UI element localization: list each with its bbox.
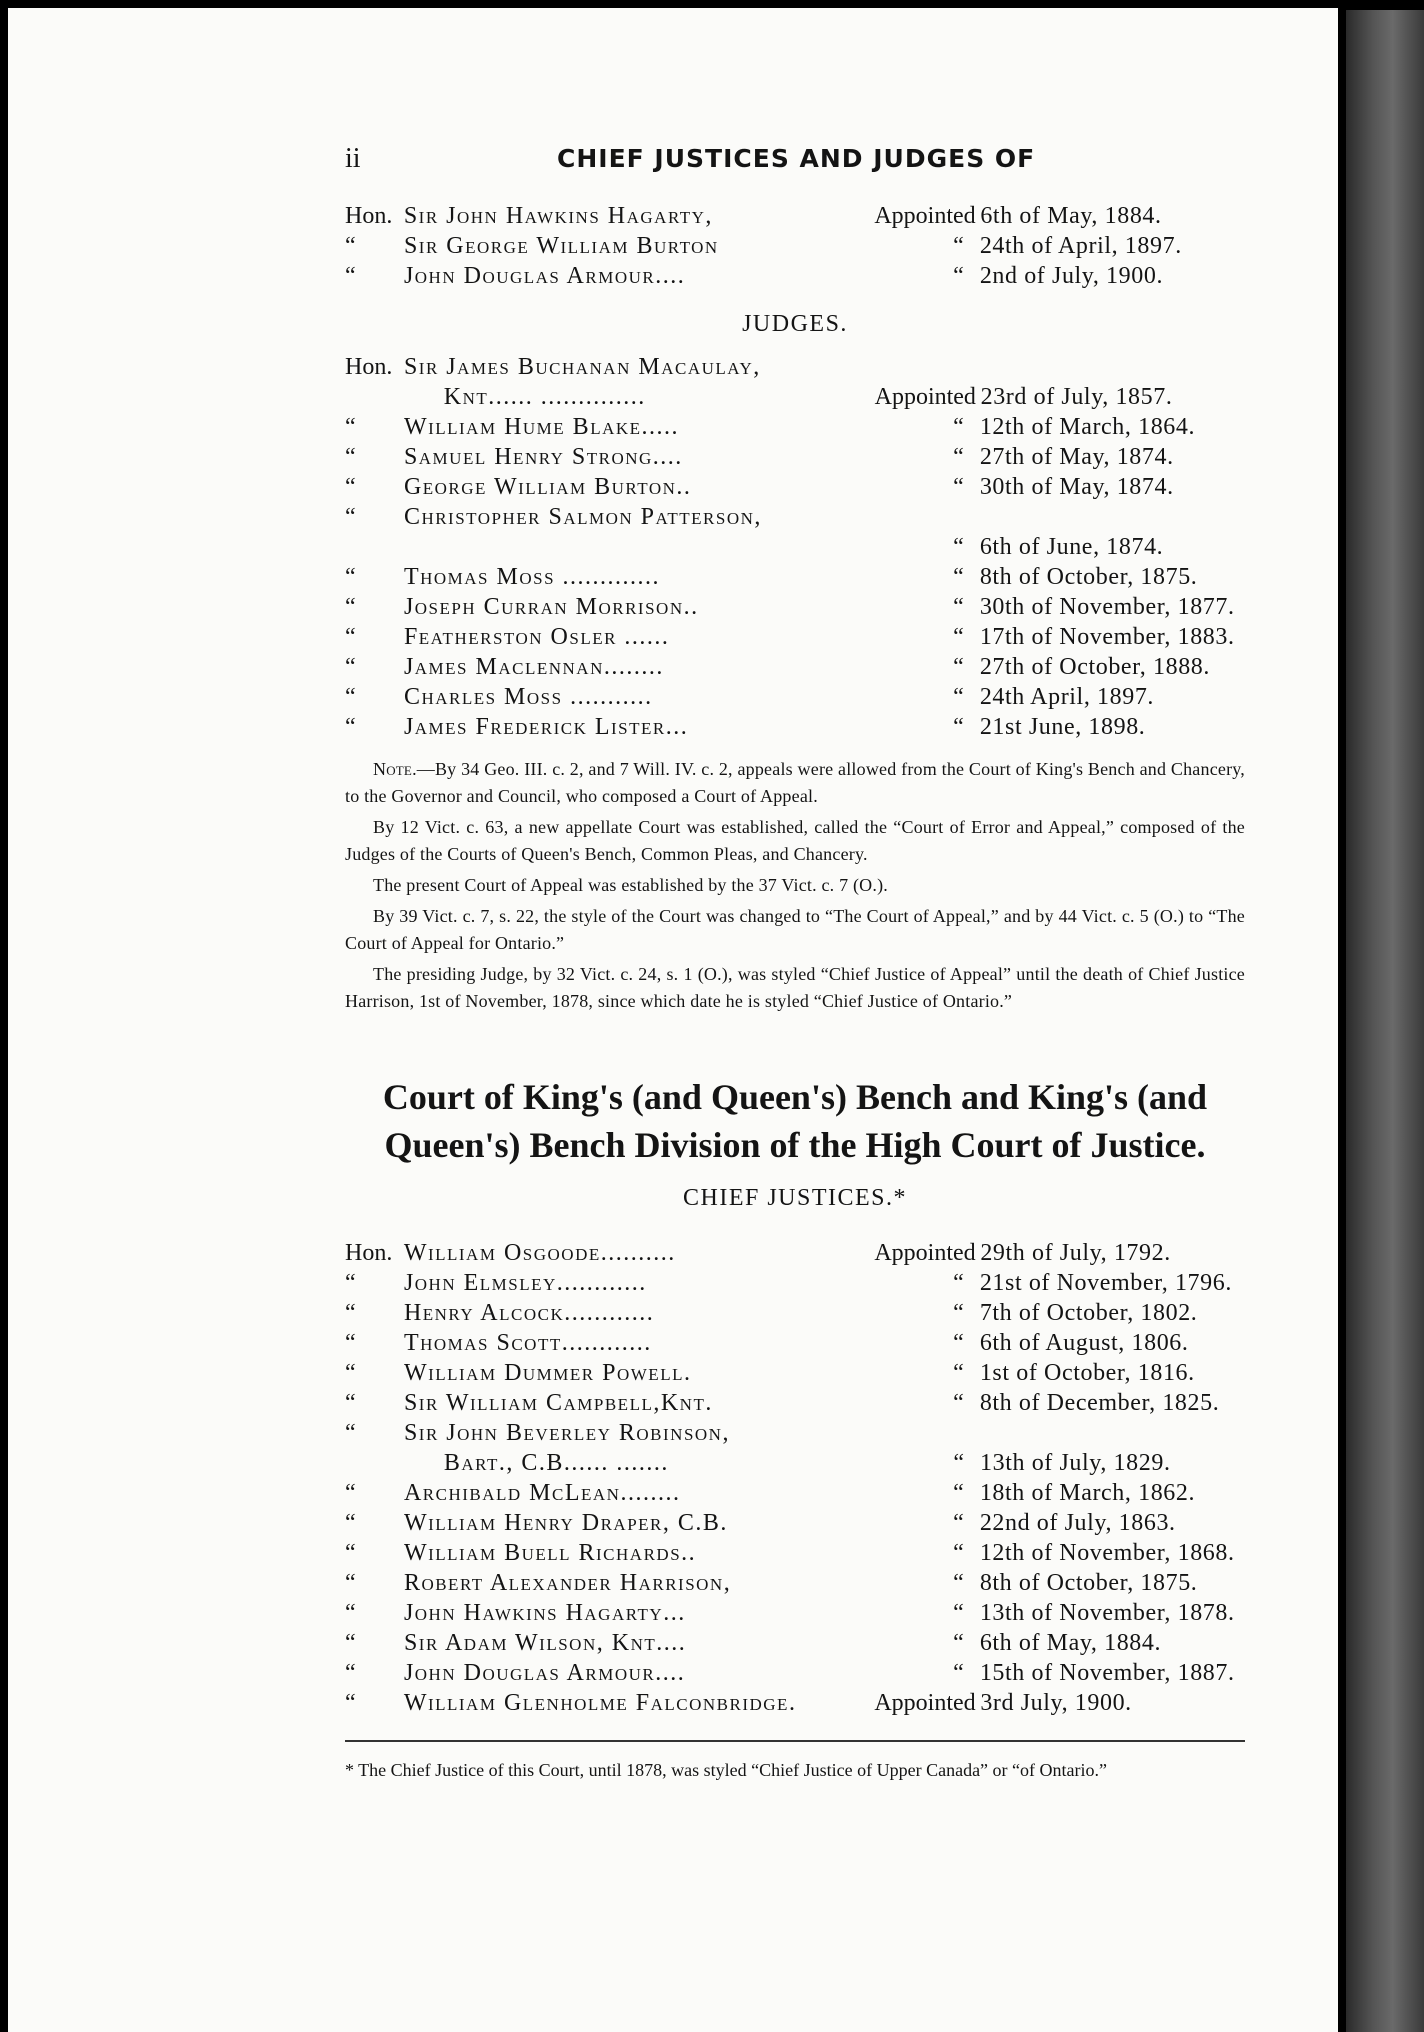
entry-appointed: “: [953, 1270, 964, 1296]
entry-row: [345, 652, 1245, 682]
entry-row: [345, 1328, 1245, 1358]
entry-name: Bart., C.B...... .......: [443, 1450, 669, 1476]
entry-appointed: “: [953, 624, 964, 650]
entry-date: 30th of November, 1877.: [979, 594, 1235, 620]
entry-prefix: “: [345, 1390, 356, 1416]
entry-prefix: “: [345, 474, 356, 500]
entry-row: [345, 1688, 1245, 1718]
judges-list: [345, 352, 1245, 742]
note-paragraph: The presiding Judge, by 32 Vict. c. 24, s. 1 (O.), was styled “Chief Justice of Appeal” until the death of Chief Justice Harrison, 1st of November, 1878, since which date he is styled “Chief Justice of Ontario.”: [345, 964, 1245, 1011]
entry-date: 21st June, 1898.: [979, 714, 1146, 740]
entry-row: [345, 592, 1245, 622]
entry-date: 22nd of July, 1863.: [979, 1510, 1176, 1536]
entry-appointed: “: [953, 1330, 964, 1356]
entry-date: 7th of October, 1802.: [979, 1300, 1198, 1326]
court-heading-line: Court of King's (and Queen's) Bench and King's (and: [382, 1077, 1208, 1117]
entry-row: [345, 682, 1245, 712]
entry-date: 8th of October, 1875.: [979, 564, 1198, 590]
entry-date: 13th of July, 1829.: [980, 1450, 1171, 1476]
page-content: [345, 143, 1245, 1784]
entry-prefix: “: [345, 444, 356, 470]
entry-appointed: “: [953, 1570, 964, 1596]
entry-name: Featherston Osler ......: [403, 624, 670, 650]
entry-appointed: “: [953, 564, 964, 590]
entry-name: William Hume Blake.....: [403, 414, 680, 440]
entry-name: Christopher Salmon Patterson,: [403, 504, 762, 530]
entry-prefix: “: [345, 1300, 356, 1326]
note-paragraph: Note.—By 34 Geo. III. c. 2, and 7 Will. IV. c. 2, appeals were allowed from the Court of King's Bench and Chancery, to the Governor and Council, who composed a Court of Appeal.: [345, 759, 1245, 806]
entry-row: [345, 1448, 1245, 1478]
entry-name: Sir John Beverley Robinson,: [403, 1420, 730, 1446]
entry-prefix: “: [345, 654, 356, 680]
entry-name: Joseph Curran Morrison..: [403, 594, 699, 620]
book-page: [8, 8, 1338, 2032]
entry-row: [345, 1658, 1245, 1688]
entry-row: [345, 1568, 1245, 1598]
entry-prefix: “: [345, 1420, 356, 1446]
entry-prefix: “: [345, 1330, 356, 1356]
entry-prefix: “: [345, 1510, 356, 1536]
notes-section: [345, 756, 1245, 1015]
entry-prefix: “: [345, 714, 356, 740]
entry-row: [345, 261, 1245, 291]
entry-row: [345, 442, 1245, 472]
entry-row: [345, 382, 1245, 412]
entry-prefix: “: [345, 1630, 356, 1656]
note-paragraph: By 39 Vict. c. 7, s. 22, the style of the Court was changed to “The Court of Appeal,” and by 44 Vict. c. 5 (O.) to “The Court of Appeal for Ontario.”: [345, 906, 1245, 953]
entry-row: [345, 472, 1245, 502]
entry-name: Sir George William Burton: [403, 233, 719, 259]
entry-prefix: “: [345, 1540, 356, 1566]
entry-prefix: “: [345, 1570, 356, 1596]
entry-name: Charles Moss ...........: [403, 684, 653, 710]
entry-name: Henry Alcock............: [403, 1300, 655, 1326]
entry-appointed: “: [953, 1630, 964, 1656]
entry-appointed: “: [953, 474, 964, 500]
entry-prefix: “: [345, 263, 356, 289]
entry-name: John Douglas Armour....: [403, 263, 686, 289]
entry-prefix: “: [345, 624, 356, 650]
entry-date: 6th of June, 1874.: [979, 534, 1164, 560]
running-title: CHIEF JUSTICES AND JUDGES OF: [557, 144, 1036, 173]
entry-name: William Buell Richards..: [403, 1540, 697, 1566]
entry-date: 27th of May, 1874.: [979, 444, 1174, 470]
entry-date: 6th of May, 1884.: [979, 1630, 1162, 1656]
entry-row: [345, 712, 1245, 742]
entry-prefix: “: [345, 1690, 356, 1716]
entry-name: Knt...... ..............: [443, 384, 646, 410]
running-header: [345, 143, 1245, 183]
entry-row: [345, 532, 1245, 562]
entry-row: [345, 352, 1245, 382]
entry-row: [345, 1298, 1245, 1328]
entry-name: Archibald McLean........: [403, 1480, 681, 1506]
book-binding-edge: [1346, 10, 1424, 2032]
entry-name: Sir John Hawkins Hagarty,: [403, 203, 713, 229]
entry-row: [345, 1598, 1245, 1628]
entry-date: 8th of December, 1825.: [979, 1390, 1220, 1416]
page-number: ii: [345, 143, 361, 174]
entry-appointed: Appointed: [874, 203, 976, 229]
chief-justices-heading: CHIEF JUSTICES.*: [682, 1185, 908, 1211]
entry-date: 18th of March, 1862.: [979, 1480, 1196, 1506]
entry-row: [345, 201, 1245, 231]
court-heading: [345, 1073, 1245, 1169]
entry-name: James Maclennan........: [403, 654, 664, 680]
entry-prefix: “: [345, 1600, 356, 1626]
entry-date: 17th of November, 1883.: [979, 624, 1235, 650]
entry-name: John Douglas Armour....: [403, 1660, 686, 1686]
appeal-chief-justices-list: [345, 201, 1245, 291]
entry-date: 13th of November, 1878.: [979, 1600, 1235, 1626]
note-paragraph: By 12 Vict. c. 63, a new appellate Court was established, called the “Court of Error and Appeal,” composed of the Judges of the Courts of Queen's Bench, Common Pleas, and Chancery.: [345, 817, 1245, 864]
entry-row: [345, 412, 1245, 442]
entry-row: [345, 622, 1245, 652]
entry-appointed: “: [953, 714, 964, 740]
entry-row: [345, 1628, 1245, 1658]
entry-name: Robert Alexander Harrison,: [403, 1570, 732, 1596]
entry-appointed: “: [953, 444, 964, 470]
entry-appointed: “: [953, 1510, 964, 1536]
entry-appointed: “: [953, 263, 964, 289]
footnote: * The Chief Justice of this Court, until 1878, was styled “Chief Justice of Upper Canada” or “of Ontario.”: [345, 1760, 1107, 1780]
entry-row: [345, 1238, 1245, 1268]
entry-date: 3rd July, 1900.: [980, 1690, 1132, 1716]
entry-date: 6th of August, 1806.: [979, 1330, 1189, 1356]
entry-row: [345, 1478, 1245, 1508]
entry-prefix: “: [345, 414, 356, 440]
entry-prefix: “: [345, 233, 356, 259]
entry-name: Sir William Campbell,Knt.: [403, 1390, 713, 1416]
entry-date: 12th of March, 1864.: [979, 414, 1196, 440]
entry-row: [345, 1418, 1245, 1448]
entry-prefix: “: [345, 594, 356, 620]
entry-row: [345, 231, 1245, 261]
entry-row: [345, 502, 1245, 532]
entry-appointed: “: [953, 1480, 964, 1506]
entry-row: [345, 1268, 1245, 1298]
entry-row: [345, 1538, 1245, 1568]
entry-date: 2nd of July, 1900.: [979, 263, 1164, 289]
entry-prefix: Hon.: [345, 354, 393, 380]
entry-appointed: Appointed: [874, 1240, 976, 1266]
entry-row: [345, 562, 1245, 592]
entry-appointed: “: [953, 654, 964, 680]
entry-date: 24th April, 1897.: [979, 684, 1155, 710]
entry-prefix: “: [345, 564, 356, 590]
entry-date: 21st of November, 1796.: [979, 1270, 1232, 1296]
entry-name: Sir Adam Wilson, Knt....: [403, 1630, 687, 1656]
entry-name: Thomas Scott............: [403, 1330, 652, 1356]
entry-date: 15th of November, 1887.: [979, 1660, 1235, 1686]
entry-date: 29th of July, 1792.: [980, 1240, 1171, 1266]
entry-date: 23rd of July, 1857.: [980, 384, 1173, 410]
entry-name: John Elmsley............: [403, 1270, 647, 1296]
entry-name: James Frederick Lister...: [403, 714, 689, 740]
entry-date: 12th of November, 1868.: [979, 1540, 1235, 1566]
entry-prefix: “: [345, 1360, 356, 1386]
entry-appointed: “: [953, 1660, 964, 1686]
entry-name: Samuel Henry Strong....: [403, 444, 683, 470]
entry-name: William Glenholme Falconbridge.: [403, 1690, 797, 1716]
entry-name: William Osgoode..........: [403, 1240, 676, 1266]
entry-prefix: “: [345, 1660, 356, 1686]
entry-appointed: “: [953, 684, 964, 710]
entry-row: [345, 1508, 1245, 1538]
entry-appointed: Appointed: [874, 1690, 976, 1716]
entry-date: 1st of October, 1816.: [979, 1360, 1195, 1386]
entry-appointed: “: [953, 1540, 964, 1566]
entry-appointed: “: [953, 233, 964, 259]
entry-appointed: Appointed: [874, 384, 976, 410]
chief-justices-list: [345, 1238, 1245, 1718]
entry-appointed: “: [953, 534, 964, 560]
entry-date: 27th of October, 1888.: [979, 654, 1211, 680]
entry-prefix: “: [345, 504, 356, 530]
entry-row: [345, 1358, 1245, 1388]
entry-appointed: “: [953, 1300, 964, 1326]
entry-appointed: “: [953, 594, 964, 620]
entry-prefix: “: [345, 1480, 356, 1506]
entry-appointed: “: [953, 1360, 964, 1386]
footnote-divider: [345, 1740, 1245, 1742]
entry-name: John Hawkins Hagarty...: [403, 1600, 686, 1626]
entry-name: Sir James Buchanan Macaulay,: [403, 354, 761, 380]
entry-name: William Henry Draper, C.B.: [403, 1510, 728, 1536]
court-heading-line: Queen's) Bench Division of the High Court of Justice.: [384, 1125, 1206, 1165]
entry-date: 24th of April, 1897.: [979, 233, 1182, 259]
judges-heading: JUDGES.: [742, 311, 848, 337]
entry-appointed: “: [953, 1390, 964, 1416]
entry-prefix: “: [345, 1270, 356, 1296]
entry-appointed: “: [953, 1450, 965, 1476]
note-paragraph: The present Court of Appeal was established by the 37 Vict. c. 7 (O.).: [373, 875, 888, 895]
entry-row: [345, 1388, 1245, 1418]
entry-date: 30th of May, 1874.: [979, 474, 1174, 500]
entry-prefix: Hon.: [345, 203, 393, 229]
entry-appointed: “: [953, 1600, 964, 1626]
entry-appointed: “: [953, 414, 964, 440]
entry-date: 8th of October, 1875.: [979, 1570, 1198, 1596]
entry-date: 6th of May, 1884.: [980, 203, 1162, 229]
entry-prefix: Hon.: [345, 1240, 393, 1266]
entry-name: George William Burton..: [403, 474, 692, 500]
entry-prefix: “: [345, 684, 356, 710]
entry-name: William Dummer Powell.: [403, 1360, 692, 1386]
entry-name: Thomas Moss .............: [403, 564, 661, 590]
